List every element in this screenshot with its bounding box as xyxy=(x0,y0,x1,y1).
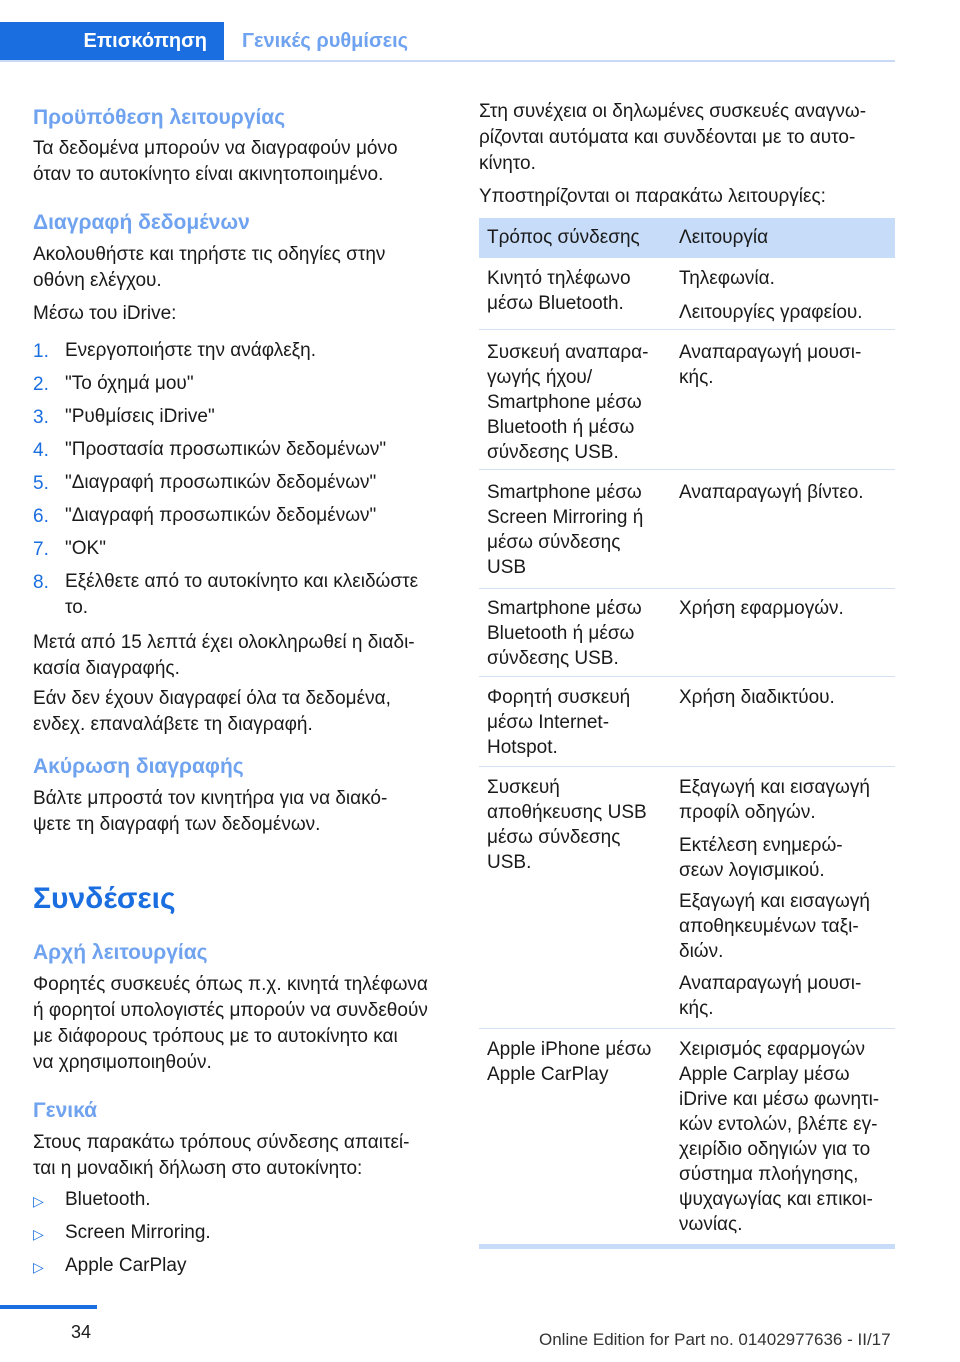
table-cell-connection: Κινητό τηλέφωνο μέσω Bluetooth. xyxy=(487,268,631,314)
section-title-general: Γενικά xyxy=(33,1099,98,1122)
bullet-item: Apple CarPlay xyxy=(65,1255,187,1276)
section-title-principle: Αρχή λειτουργίας xyxy=(33,941,208,964)
bullet-item: Screen Mirroring. xyxy=(65,1222,211,1243)
after-15-min-text: Μετά από 15 λεπτά έχει ολοκληρωθεί η διαδι- κασία διαγραφής. xyxy=(33,632,415,679)
table-row-divider xyxy=(479,469,895,470)
intro-text: Στη συνέχεια οι δηλωμένες συσκευές αναγνω- ρίζονται αυτόματα και συνδέονται με το αυτο- κίνητο. xyxy=(479,101,867,174)
table-cell-function: Χρήση εφαρμογών. xyxy=(679,598,844,619)
tab-general-settings[interactable]: Γενικές ρυθμίσεις xyxy=(242,29,409,52)
tab-overview[interactable]: Επισκόπηση xyxy=(0,22,224,60)
bullet-triangle-icon: ▷ xyxy=(33,1259,44,1275)
table-cell-function: Χρήση διαδικτύου. xyxy=(679,687,835,708)
step-number: 7. xyxy=(33,539,49,560)
table-cell-function: Εξαγωγή και εισαγωγή αποθηκευμένων ταξι- διών. xyxy=(679,891,870,962)
chapter-title-connections: Συνδέσεις xyxy=(33,882,176,915)
table-cell-function: Χειρισμός εφαρμογών Apple Carplay μέσω iDrive και μέσω φωνητι- κών εντολών, βλέπε εγ- χειρίδιο οδηγιών για το σύστημα πλοήγησης, ψυχαγωγίας και επικοι- νωνίας. xyxy=(679,1039,880,1235)
step-text: "Διαγραφή προσωπικών δεδομένων" xyxy=(65,505,377,526)
table-row-divider xyxy=(479,1028,895,1029)
step-text: "OK" xyxy=(65,538,106,559)
bullet-triangle-icon: ▷ xyxy=(33,1193,44,1209)
prerequisite-text: Τα δεδομένα μπορούν να διαγραφούν μόνο όταν το αυτοκίνητο είναι ακινητοποιημένο. xyxy=(33,138,398,185)
table-header xyxy=(479,218,895,258)
step-text: "Προστασία προσωπικών δεδομένων" xyxy=(65,439,387,460)
table-row-divider xyxy=(479,588,895,589)
table-cell-function: Αναπαραγωγή μουσι- κής. xyxy=(679,342,862,388)
header-divider xyxy=(0,60,895,62)
column-header-function: Λειτουργία xyxy=(679,227,769,248)
section-title-prerequisite: Προϋπόθεση λειτουργίας xyxy=(33,106,286,129)
if-not-deleted-text: Εάν δεν έχουν διαγραφεί όλα τα δεδομένα, ενδεχ. επαναλάβετε τη διαγραφή. xyxy=(33,688,391,735)
table-row-divider xyxy=(479,766,895,767)
step-number: 5. xyxy=(33,473,49,494)
step-number: 4. xyxy=(33,440,49,461)
column-header-connection: Τρόπος σύνδεσης xyxy=(487,227,640,248)
edition-text: Online Edition for Part no. 01402977636 - II/17 xyxy=(539,1330,891,1349)
bullet-item: Bluetooth. xyxy=(65,1189,151,1210)
table-cell-function: Λειτουργίες γραφείου. xyxy=(679,302,863,323)
principle-text: Φορητές συσκευές όπως π.χ. κινητά τηλέφωνα ή φορητοί υπολογιστές μπορούν να συνδεθούν με διάφορους τρόπους με το αυτοκίνητο και να χρησιμοποιηθούν. xyxy=(33,974,428,1073)
page-number: 34 xyxy=(71,1322,92,1342)
table-cell-function: Εξαγωγή και εισαγωγή προφίλ οδηγών. xyxy=(679,777,870,823)
step-text: Ενεργοποιήστε την ανάφλεξη. xyxy=(65,340,317,361)
table-cell-function: Τηλεφωνία. xyxy=(679,268,775,289)
table-cell-connection: Συσκευή αναπαρα- γωγής ήχου/ Smartphone μέσω Bluetooth ή μέσω σύνδεσης USB. xyxy=(487,342,649,463)
step-number: 1. xyxy=(33,341,49,362)
step-number: 8. xyxy=(33,572,49,593)
table-row-divider xyxy=(479,676,895,677)
step-text: "Διαγραφή προσωπικών δεδομένων" xyxy=(65,472,377,493)
step-text: "Ρυθμίσεις iDrive" xyxy=(65,406,215,427)
general-text: Στους παρακάτω τρόπους σύνδεσης απαιτεί- ται η μοναδική δήλωση στο αυτοκίνητο: xyxy=(33,1132,410,1179)
table-cell-function: Αναπαραγωγή βίντεο. xyxy=(679,482,864,503)
table-cell-function: Εκτέλεση ενημερώ- σεων λογισμικού. xyxy=(679,835,843,881)
table-cell-connection: Apple iPhone μέσω Apple CarPlay xyxy=(487,1039,652,1085)
section-title-delete-data: Διαγραφή δεδομένων xyxy=(33,211,250,234)
section-title-cancel-delete: Ακύρωση διαγραφής xyxy=(33,755,244,778)
step-number: 3. xyxy=(33,407,49,428)
table-row-divider xyxy=(479,329,895,330)
step-number: 2. xyxy=(33,374,49,395)
footer-accent-line xyxy=(0,1305,97,1309)
table-cell-connection: Smartphone μέσω Bluetooth ή μέσω σύνδεσης USB. xyxy=(487,598,642,669)
delete-data-text: Ακολουθήστε και τηρήστε τις οδηγίες στην οθόνη ελέγχου. xyxy=(33,244,386,291)
table-bottom-border xyxy=(479,1244,895,1249)
supported-text: Υποστηρίζονται οι παρακάτω λειτουργίες: xyxy=(479,186,826,207)
table-cell-connection: Smartphone μέσω Screen Mirroring ή μέσω σύνδεσης USB xyxy=(487,482,644,578)
step-text: "Το όχημά μου" xyxy=(65,373,194,394)
bullet-triangle-icon: ▷ xyxy=(33,1226,44,1242)
table-cell-connection: Συσκευή αποθήκευσης USB μέσω σύνδεσης USB. xyxy=(487,777,647,873)
cancel-delete-text: Βάλτε μπροστά τον κινητήρα για να διακό- ψετε τη διαγραφή των δεδομένων. xyxy=(33,788,388,835)
table-cell-connection: Φορητή συσκευή μέσω Internet- Hotspot. xyxy=(487,687,631,758)
table-cell-function: Αναπαραγωγή μουσι- κής. xyxy=(679,973,862,1019)
step-number: 6. xyxy=(33,506,49,527)
header-tabs xyxy=(0,22,895,62)
step-text: Εξέλθετε από το αυτοκίνητο και κλειδώστε το. xyxy=(65,571,419,618)
via-idrive-text: Μέσω του iDrive: xyxy=(33,303,177,324)
